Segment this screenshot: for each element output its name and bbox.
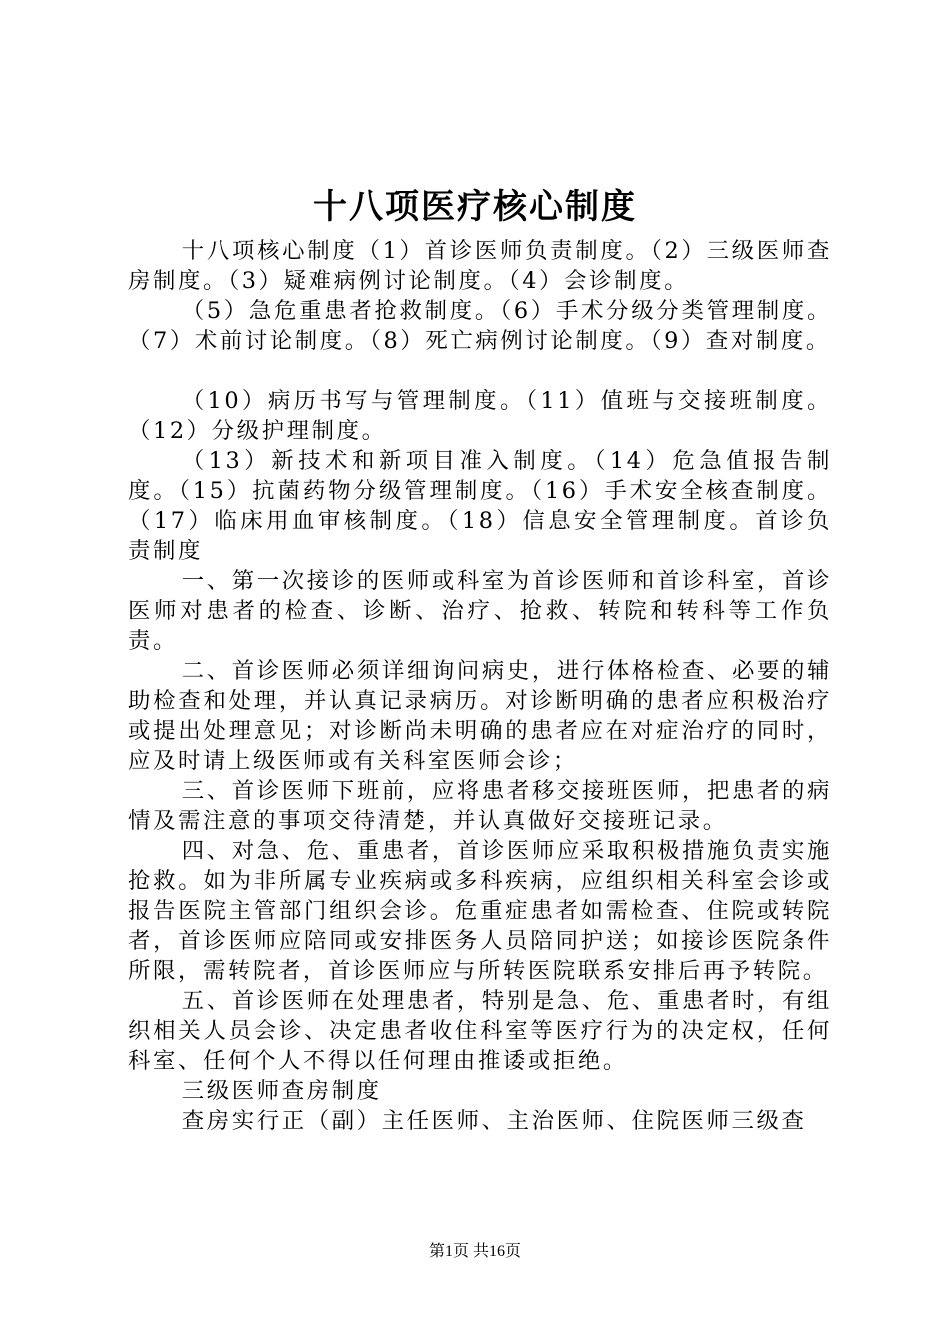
paragraph-core-systems-intro: 十八项核心制度（1）首诊医师负责制度。（2）三级医师查房制度。（3）疑难病例讨论制度。（4）会诊制度。 — [128, 238, 832, 294]
paragraph-item-3: 三、首诊医师下班前，应将患者移交接班医师，把患者的病情及需注意的事项交待清楚，并认真做好交接班记录。 — [128, 778, 832, 834]
document-title: 十八项医疗核心制度 — [313, 187, 637, 227]
paragraph-core-systems-13-18: （13）新技术和新项目准入制度。（14）危急值报告制度。（15）抗菌药物分级管理制度。（16）手术安全核查制度。（17）临床用血审核制度。（18）信息安全管理制度。首诊负责制度 — [128, 448, 832, 564]
paragraph-item-5: 五、首诊医师在处理患者，特别是急、危、重患者时，有组织相关人员会诊、决定患者收住科室等医疗行为的决定权，任何科室、任何个人不得以任何理由推诿或拒绝。 — [128, 988, 832, 1074]
paragraph-ward-rounds: 查房实行正（副）主任医师、主治医师、住院医师三级查 — [181, 1108, 807, 1134]
paragraph-core-systems-5-9: （5）急危重患者抢救制度。（6）手术分级分类管理制度。（7）术前讨论制度。（8）死亡病例讨论制度。（9）查对制度。 — [128, 298, 832, 354]
paragraph-item-4: 四、对急、危、重患者，首诊医师应采取积极措施负责实施抢救。如为非所属专业疾病或多科疾病，应组织相关科室会诊或报告医院主管部门组织会诊。危重症患者如需检查、住院或转院者，首诊医师应陪同或安排医务人员陪同护送；如接诊医院条件所限，需转院者，首诊医师应与所转医院联系安排后再予转院。 — [128, 838, 832, 984]
section-heading-ward-rounds: 三级医师查房制度 — [181, 1078, 382, 1104]
paragraph-item-2: 二、首诊医师必须详细询问病史，进行体格检查、必要的辅助检查和处理，并认真记录病历。对诊断明确的患者应积极治疗或提出处理意见；对诊断尚未明确的患者应在对症治疗的同时，应及时请上级医师或有关科室医师会诊； — [128, 658, 832, 774]
page-number-footer: 第1页 共16页 — [428, 1243, 521, 1260]
paragraph-item-1: 一、第一次接诊的医师或科室为首诊医师和首诊科室，首诊医师对患者的检查、诊断、治疗、抢救、转院和转科等工作负责。 — [128, 568, 832, 654]
paragraph-core-systems-10-12: （10）病历书写与管理制度。（11）值班与交接班制度。（12）分级护理制度。 — [128, 388, 832, 444]
document-body — [128, 236, 832, 1136]
